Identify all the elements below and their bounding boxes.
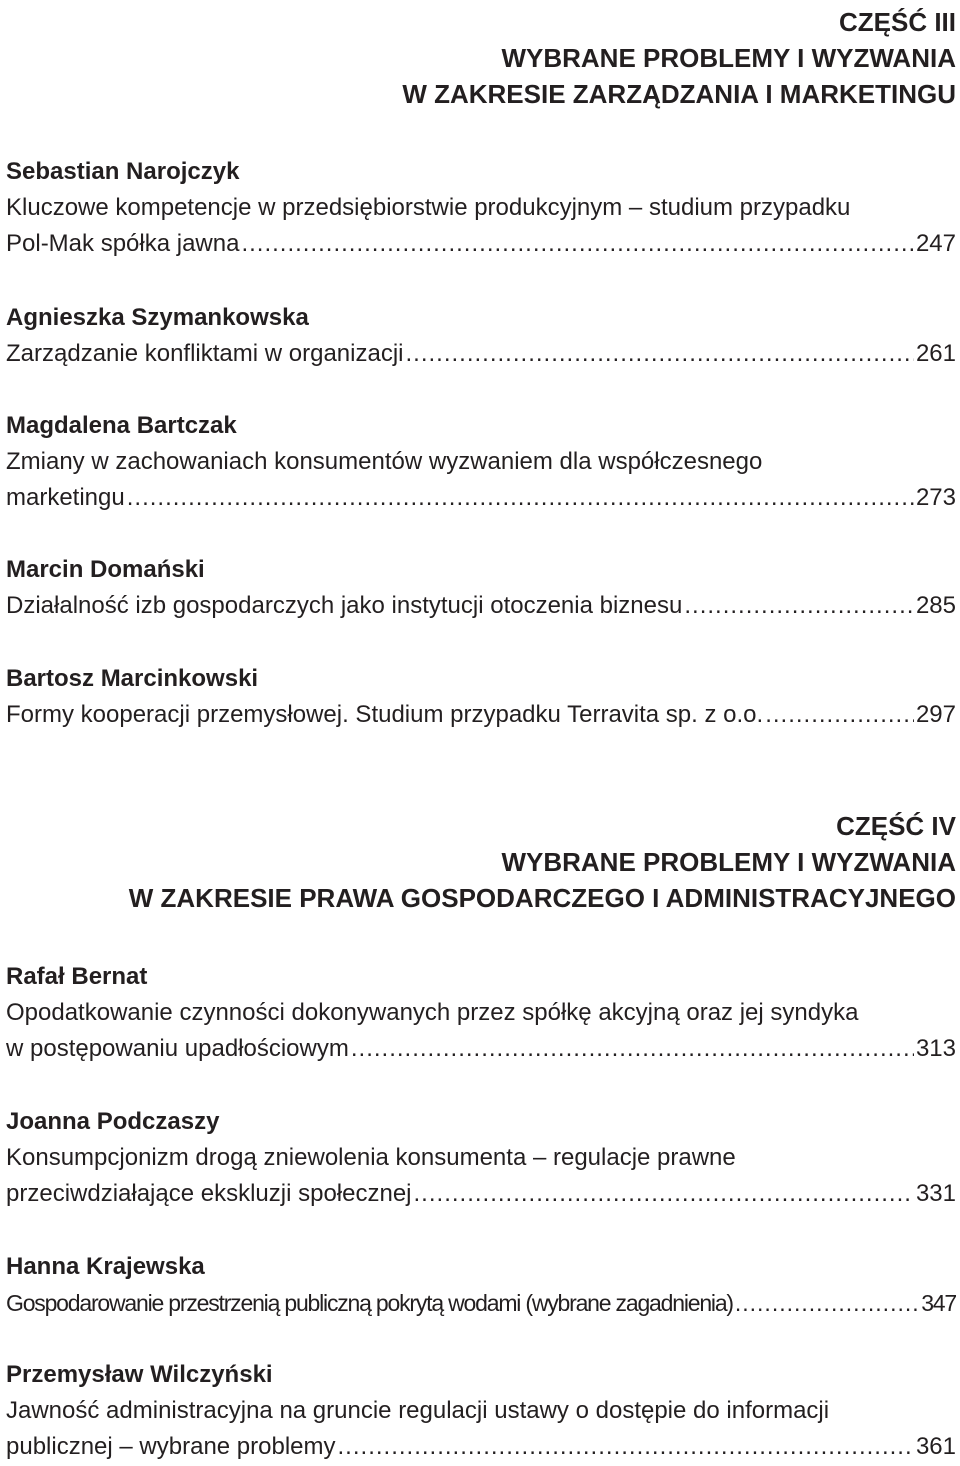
- entry-title-leader-line: [6, 226, 956, 262]
- entry-title-leader-line: [6, 697, 956, 733]
- part-4-title: CZĘŚĆ IV: [836, 811, 956, 841]
- entry-title: Pol-Mak spółka jawna: [6, 230, 240, 257]
- dot-leader: [338, 1429, 914, 1465]
- dot-leader: [735, 1285, 919, 1321]
- part-3-subtitle-1: WYBRANE PROBLEMY I WYZWANIA: [501, 43, 956, 73]
- entry-title: Formy kooperacji przemysłowej. Studium przypadku Terravita sp. z o.o.: [6, 701, 764, 728]
- entry-title-leader-line: [6, 336, 956, 372]
- entry-title-leader-line: [6, 1429, 956, 1465]
- part-4-subtitle-2: W ZAKRESIE PRAWA GOSPODARCZEGO I ADMINISTRACYJNEGO: [128, 883, 956, 913]
- entry-title: przeciwdziałające ekskluzji społecznej: [6, 1180, 412, 1207]
- dot-leader: [127, 480, 914, 516]
- dot-leader: [684, 588, 914, 624]
- entry-title: publicznej – wybrane problemy: [6, 1433, 336, 1460]
- dot-leader: [765, 697, 914, 733]
- toc-entry[interactable]: [6, 1104, 956, 1212]
- toc-entry[interactable]: [6, 154, 956, 262]
- entry-title-leader-line: [6, 1176, 956, 1212]
- entry-title-line: Opodatkowanie czynności dokonywanych przez spółkę akcyjną oraz jej syndyka: [6, 999, 859, 1026]
- dot-leader: [406, 336, 914, 372]
- entry-page-number[interactable]: 273: [915, 484, 956, 511]
- toc-entry[interactable]: [6, 552, 956, 624]
- entry-page-number[interactable]: 285: [915, 592, 956, 619]
- entry-title: Gospodarowanie przestrzenią publiczną pokrytą wodami (wybrane zagadnienia): [6, 1290, 733, 1316]
- entry-page-number[interactable]: 313: [915, 1035, 956, 1062]
- entry-author: Hanna Krajewska: [6, 1253, 205, 1280]
- entry-title-line: Konsumpcjonizm drogą zniewolenia konsumenta – regulacje prawne: [6, 1144, 736, 1171]
- entry-title-line: Zmiany w zachowaniach konsumentów wyzwaniem dla współczesnego: [6, 448, 763, 475]
- entry-title: Zarządzanie konfliktami w organizacji: [6, 340, 404, 367]
- entry-title-leader-line: [6, 1031, 956, 1067]
- part-3-title: CZĘŚĆ III: [838, 7, 956, 37]
- entry-author: Przemysław Wilczyński: [6, 1361, 273, 1388]
- dot-leader: [241, 226, 914, 262]
- entry-page-number[interactable]: 297: [915, 701, 956, 728]
- toc-entry[interactable]: [6, 300, 956, 372]
- entry-title: w postępowaniu upadłościowym: [6, 1035, 349, 1062]
- entry-title-line: Kluczowe kompetencje w przedsiębiorstwie produkcyjnym – studium przypadku: [6, 194, 851, 221]
- entry-page-number[interactable]: 361: [915, 1433, 956, 1460]
- dot-leader: [351, 1031, 914, 1067]
- entry-author: Joanna Podczaszy: [6, 1108, 220, 1135]
- entry-title-line: Jawność administracyjna na gruncie regulacji ustawy o dostępie do informacji: [6, 1397, 830, 1424]
- entry-title-leader-line: [6, 588, 956, 624]
- part-3-subtitle-2: W ZAKRESIE ZARZĄDZANIA I MARKETINGU: [402, 79, 956, 109]
- entry-title: marketingu: [6, 484, 125, 511]
- entry-author: Magdalena Bartczak: [6, 412, 237, 439]
- entry-title-leader-line: [6, 480, 956, 516]
- entry-page-number[interactable]: 331: [915, 1180, 956, 1207]
- entry-title: Działalność izb gospodarczych jako instytucji otoczenia biznesu: [6, 592, 683, 619]
- dot-leader: [414, 1176, 914, 1212]
- toc-entry[interactable]: [6, 661, 956, 733]
- entry-page-number[interactable]: 247: [915, 230, 956, 257]
- entry-title-leader-line: [6, 1285, 956, 1321]
- part-3-heading: [0, 4, 956, 112]
- toc-entry[interactable]: [6, 1357, 956, 1465]
- toc-entry[interactable]: [6, 959, 956, 1067]
- entry-author: Bartosz Marcinkowski: [6, 665, 259, 692]
- entry-author: Rafał Bernat: [6, 963, 148, 990]
- toc-entry[interactable]: [6, 408, 956, 516]
- entry-author: Sebastian Narojczyk: [6, 158, 240, 185]
- part-4-heading: [0, 808, 956, 916]
- entry-page-number[interactable]: 261: [915, 340, 956, 367]
- part-4-subtitle-1: WYBRANE PROBLEMY I WYZWANIA: [501, 847, 956, 877]
- entry-author: Marcin Domański: [6, 556, 205, 583]
- toc-entry[interactable]: [6, 1249, 956, 1321]
- entry-page-number[interactable]: 347: [921, 1290, 956, 1316]
- entry-author: Agnieszka Szymankowska: [6, 304, 309, 331]
